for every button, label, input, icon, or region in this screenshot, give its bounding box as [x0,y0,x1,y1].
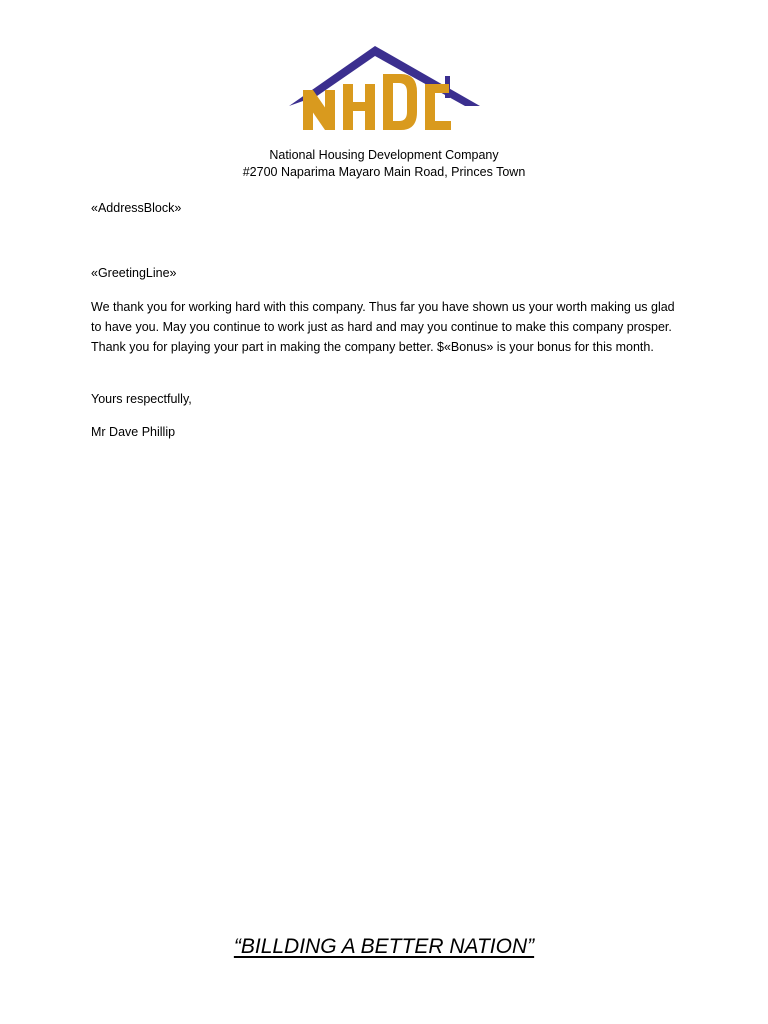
nhdc-house-logo-icon [287,44,481,132]
slogan-text: “BILLDING A BETTER NATION” [233,935,535,958]
letter-closing: Yours respectfully, [91,392,192,406]
signature-name: Mr Dave Phillip [91,425,176,439]
letterhead [0,147,768,181]
address-block-field: «AddressBlock» [91,201,182,215]
company-name: National Housing Development Company [269,148,499,162]
greeting-line-field: «GreetingLine» [91,266,177,280]
company-logo [287,44,481,132]
letter-body: We thank you for working hard with this company. Thus far you have shown us your worth making us glad to have you. May you continue to work just as hard and may you continue to make this company prosper. Thank you for playing your part in making the company better. $«Bonus» is your bonus for this month. [91,300,675,354]
company-address: #2700 Naparima Mayaro Main Road, Princes Town [242,165,526,179]
footer-slogan [0,933,768,961]
